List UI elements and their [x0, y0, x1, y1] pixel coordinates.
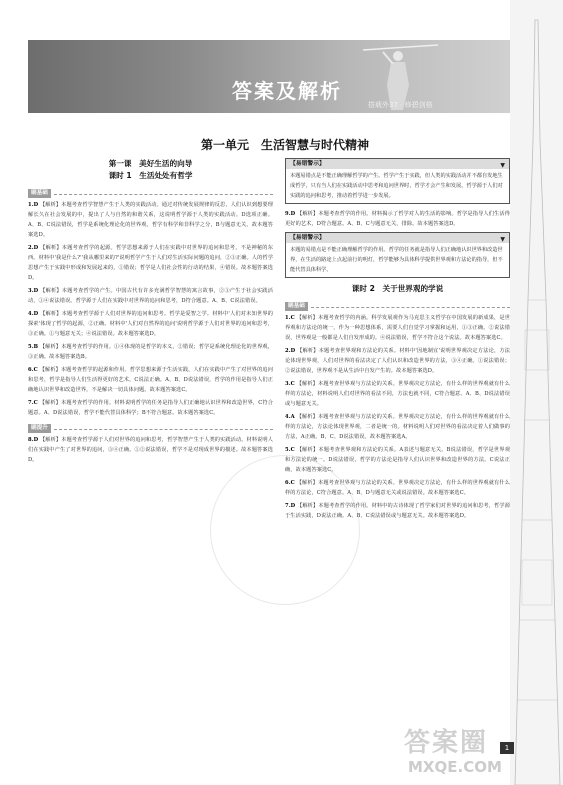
warning-title: 【易错警示】 ▼: [286, 159, 509, 169]
answer-text: 【解析】本题考查哲学的作用。材料说明哲学的任务是指导人们正确地认识世界和改造世界，C符合题意。A、D说法错误，哲学不能代替具体科学；B不符合题意。故本题答案选C。: [28, 400, 273, 416]
tag-basic: 刷基础: [285, 302, 308, 311]
page-number: 1: [500, 742, 514, 754]
answer-item: [285, 478, 510, 498]
answer-number: 3.C: [285, 381, 295, 387]
answer-item: [28, 342, 273, 362]
answer-item: [285, 412, 510, 442]
answer-item: [28, 398, 273, 418]
answer-item: [28, 286, 273, 306]
answer-item: [285, 209, 510, 229]
answer-text: 【解析】本题考查世界观与方法论的关系。世界观决定方法论，有什么样的世界观就有什么样的方法论，方法论体现世界观，二者是统一的。材料说明人们对世界的看法决定着人们做事的方法，A正确。B、C、D说法错误。故本题答案选A。: [285, 414, 510, 440]
answer-text: 【解析】本题考查世界观与方法论的关系。世界观决定方法论，有什么样的世界观就有什么样的方法论，C符合题意。A、B、D与题意无关或说法错误。故本题答案选C。: [285, 480, 510, 496]
answer-number: 8.D: [28, 437, 39, 443]
answer-item: [28, 435, 273, 465]
answer-text: 【解析】本题考查哲学的起源。哲学思想来源于人们在实践中对世界的追问和思考，不是神秘的东西。材料中'我是什么?''我从哪里来的?'说明哲学产生于人们对生活实际问题的追问，②③正确。人的哲学思想产生于实践中形成和发展起来的，①错误；哲学是人们社会性的行动的结果，④错误。故本题答案选D。: [28, 245, 273, 281]
lesson-title: 第一课 美好生活的向导: [108, 159, 193, 168]
warning-text: 本题易错点是不能正确理解哲学的产生。哲学产生于实践，但人类的实践活动并不都自发地生成哲学，只有当人们在实践活动中思考和追问世界时，哲学才会产生和发展。哲学源于人们对实践的追问和思考，推动着哲学进一步发展。: [290, 173, 503, 199]
answer-text: 【解析】本题考查哲学的起源和作用。哲学思想来源于生活实践，人们在实践中产生了对世界的追问和思考，哲学是指导人们生活得更好的艺术，C说法正确。A、B、D说法错误，哲学的作用是指导人们正确地认识世界和改造世界，不是解决一切具体问题。故本题答案选C。: [28, 367, 273, 393]
answer-item: [28, 365, 273, 395]
answer-text: 【解析】本题考查哲学的产生。中国古代有许多充满哲学智慧的寓言故事，②③产生于社会实践活动，①④说法错误。哲学源于人们在实践中对世界的追问和思考，D符合题意。A、B、C说法错误。: [28, 288, 273, 304]
warning-title: 【易错警示】 ▼: [286, 233, 509, 243]
corner-watermark: 答案圈: [404, 728, 489, 758]
answer-number: 5.C: [285, 447, 295, 453]
answer-text: 【解析】本题考查世界观与方法论的关系。世界观决定方法论，有什么样的世界观就有什么样的方法论，材料说明人们对世界的看法不同，方法也就不同，C符合题意。A、B、D说法错误或与题意无关。: [285, 381, 510, 407]
answer-item: [28, 243, 273, 283]
error-warning-box: [285, 158, 510, 204]
answer-number: 4.D: [28, 311, 39, 317]
answer-text: 【解析】本题考查哲学源于人们对世界的追问和思考，哲学智慧产生于人类的实践活动。材料说明人们在实践中产生了对世界的追问，③④正确。①②说法错误，哲学不是对现成世界的描述。故本题答案选D。: [28, 437, 274, 463]
answer-text: 【解析】本题考查世界观和方法论的关系。A表述与题意无关。B说法错误，哲学是世界观和方法论的统一。D说法错误，哲学的方法论是指导人们认识世界和改造世界的方法。C说法正确，故本题答案选C。: [285, 447, 511, 473]
triangle-icon: ▼: [500, 236, 505, 243]
unit-title: 第一单元 生活智慧与时代精神: [200, 138, 369, 152]
right-column: [285, 158, 510, 524]
divider: [54, 194, 273, 195]
answer-number: 1.C: [285, 315, 295, 321]
answer-item: [285, 313, 510, 343]
left-column: [28, 158, 273, 468]
answer-item: [285, 346, 510, 376]
answer-text: 【解析】本题考查哲学的作用。①④体现的是哲学的本义，②错误；哲学是系统化理论化的世界观，③正确。故本题答案选B。: [28, 344, 273, 360]
section-title: 课时 1 生活处处有哲学: [108, 171, 193, 180]
banner-slogan: 搭载外37 · 修碧剑格: [368, 101, 433, 109]
answer-number: 3.D: [28, 288, 39, 294]
divider: [54, 429, 273, 430]
answer-item: [28, 309, 273, 339]
answer-number: 7.D: [285, 503, 296, 509]
answer-number: 2.D: [28, 245, 39, 251]
divider: [311, 307, 510, 308]
tag-upgrade: 刷提升: [28, 424, 51, 433]
answer-number: 2.D: [285, 348, 296, 354]
answer-item: [285, 445, 510, 475]
answer-text: 【解析】本题考查世界观和方法论的关系。材料中'因地制宜'说明世界观决定方法论，方法论体现世界观，人们对世界的看法决定了人们认识和改造世界的方法，③④正确。①说法错误；②说法错误，世界观不是从生活中自发产生的。故本题答案选D。: [285, 348, 511, 374]
answer-text: 【解析】本题考查哲学的作用。材料揭示了哲学对人的生活的影响。哲学是指导人们生活得更好的艺术，D符合题意。A、B、C与题意无关，排除。故本题答案选D。: [285, 211, 510, 227]
tower-decoration: [510, 0, 563, 785]
answer-text: 【解析】本题考查哲学智慧产生于人类的实践活动。通过对传统发展规律的反思，人们认识到想要理解长久在社会发展的中，提出了人与自然的和谐关系，这说明哲学源于人类的实践活动。D选项正确。A、B、C说法错误，哲学是系统化理论化的世界观，哲学有科学和非科学之分，B与题意无关。故本题答案选D。: [28, 202, 274, 238]
answer-number: 5.B: [28, 344, 39, 350]
answer-number: 6.C: [28, 367, 38, 373]
answer-number: 9.D: [285, 211, 296, 217]
answer-item: [28, 200, 273, 240]
answer-text: 【解析】本题考查哲学的内涵。科学发展观作为马克思主义哲学在中国发展的新成果，是世界观和方法论的统一，作为一种思想体系，需要人们自觉学习掌握和运用，①③正确。②说法错误，世界观是一般都是人们自发形成的。④说法错误，哲学不符合这个说法。故本题答案选C。: [285, 315, 510, 341]
triangle-icon: ▼: [500, 162, 505, 169]
section-title: 课时 2 关于世界观的学说: [351, 284, 444, 293]
warning-text: 本题的易错点是不能正确理解哲学的作用。哲学的任务就是指导人们正确地认识世界和改造世界，在生活的路途上点起前行的明灯，哲学能够为具体科学提供世界观和方法论的指导，但不能代替具体科学。: [290, 247, 503, 273]
answer-text: 【解析】本题考查哲学源于人们对世界的追问和思考。哲学是爱智之学。材料中'人们对未知世界的探索'体现了哲学的起源，②正确。材料中'人们对自然界的追问'说明哲学源于人们对世界的追问和思考，③正确。①与题意无关；④说法错误。故本题答案选D。: [28, 311, 273, 337]
answer-number: 1.D: [28, 202, 39, 208]
banner-title: 答案及解析: [232, 79, 342, 103]
answer-item: [285, 501, 510, 521]
answer-item: [285, 379, 510, 409]
answer-number: 4.A: [285, 414, 295, 420]
corner-site: MXQE.COM: [408, 758, 502, 776]
tag-basic: 刷基础: [28, 189, 51, 198]
error-warning-box: [285, 232, 510, 278]
answer-number: 7.C: [28, 400, 38, 406]
answer-text: 【解析】本题考查哲学的作用。材料中的古诗体现了哲学家们对世界的追问和思考，哲学源于生活实践，D说法正确。A、B、C说法错误或与题意无关。故本题答案选D。: [285, 503, 510, 519]
answer-number: 6.C: [285, 480, 295, 486]
